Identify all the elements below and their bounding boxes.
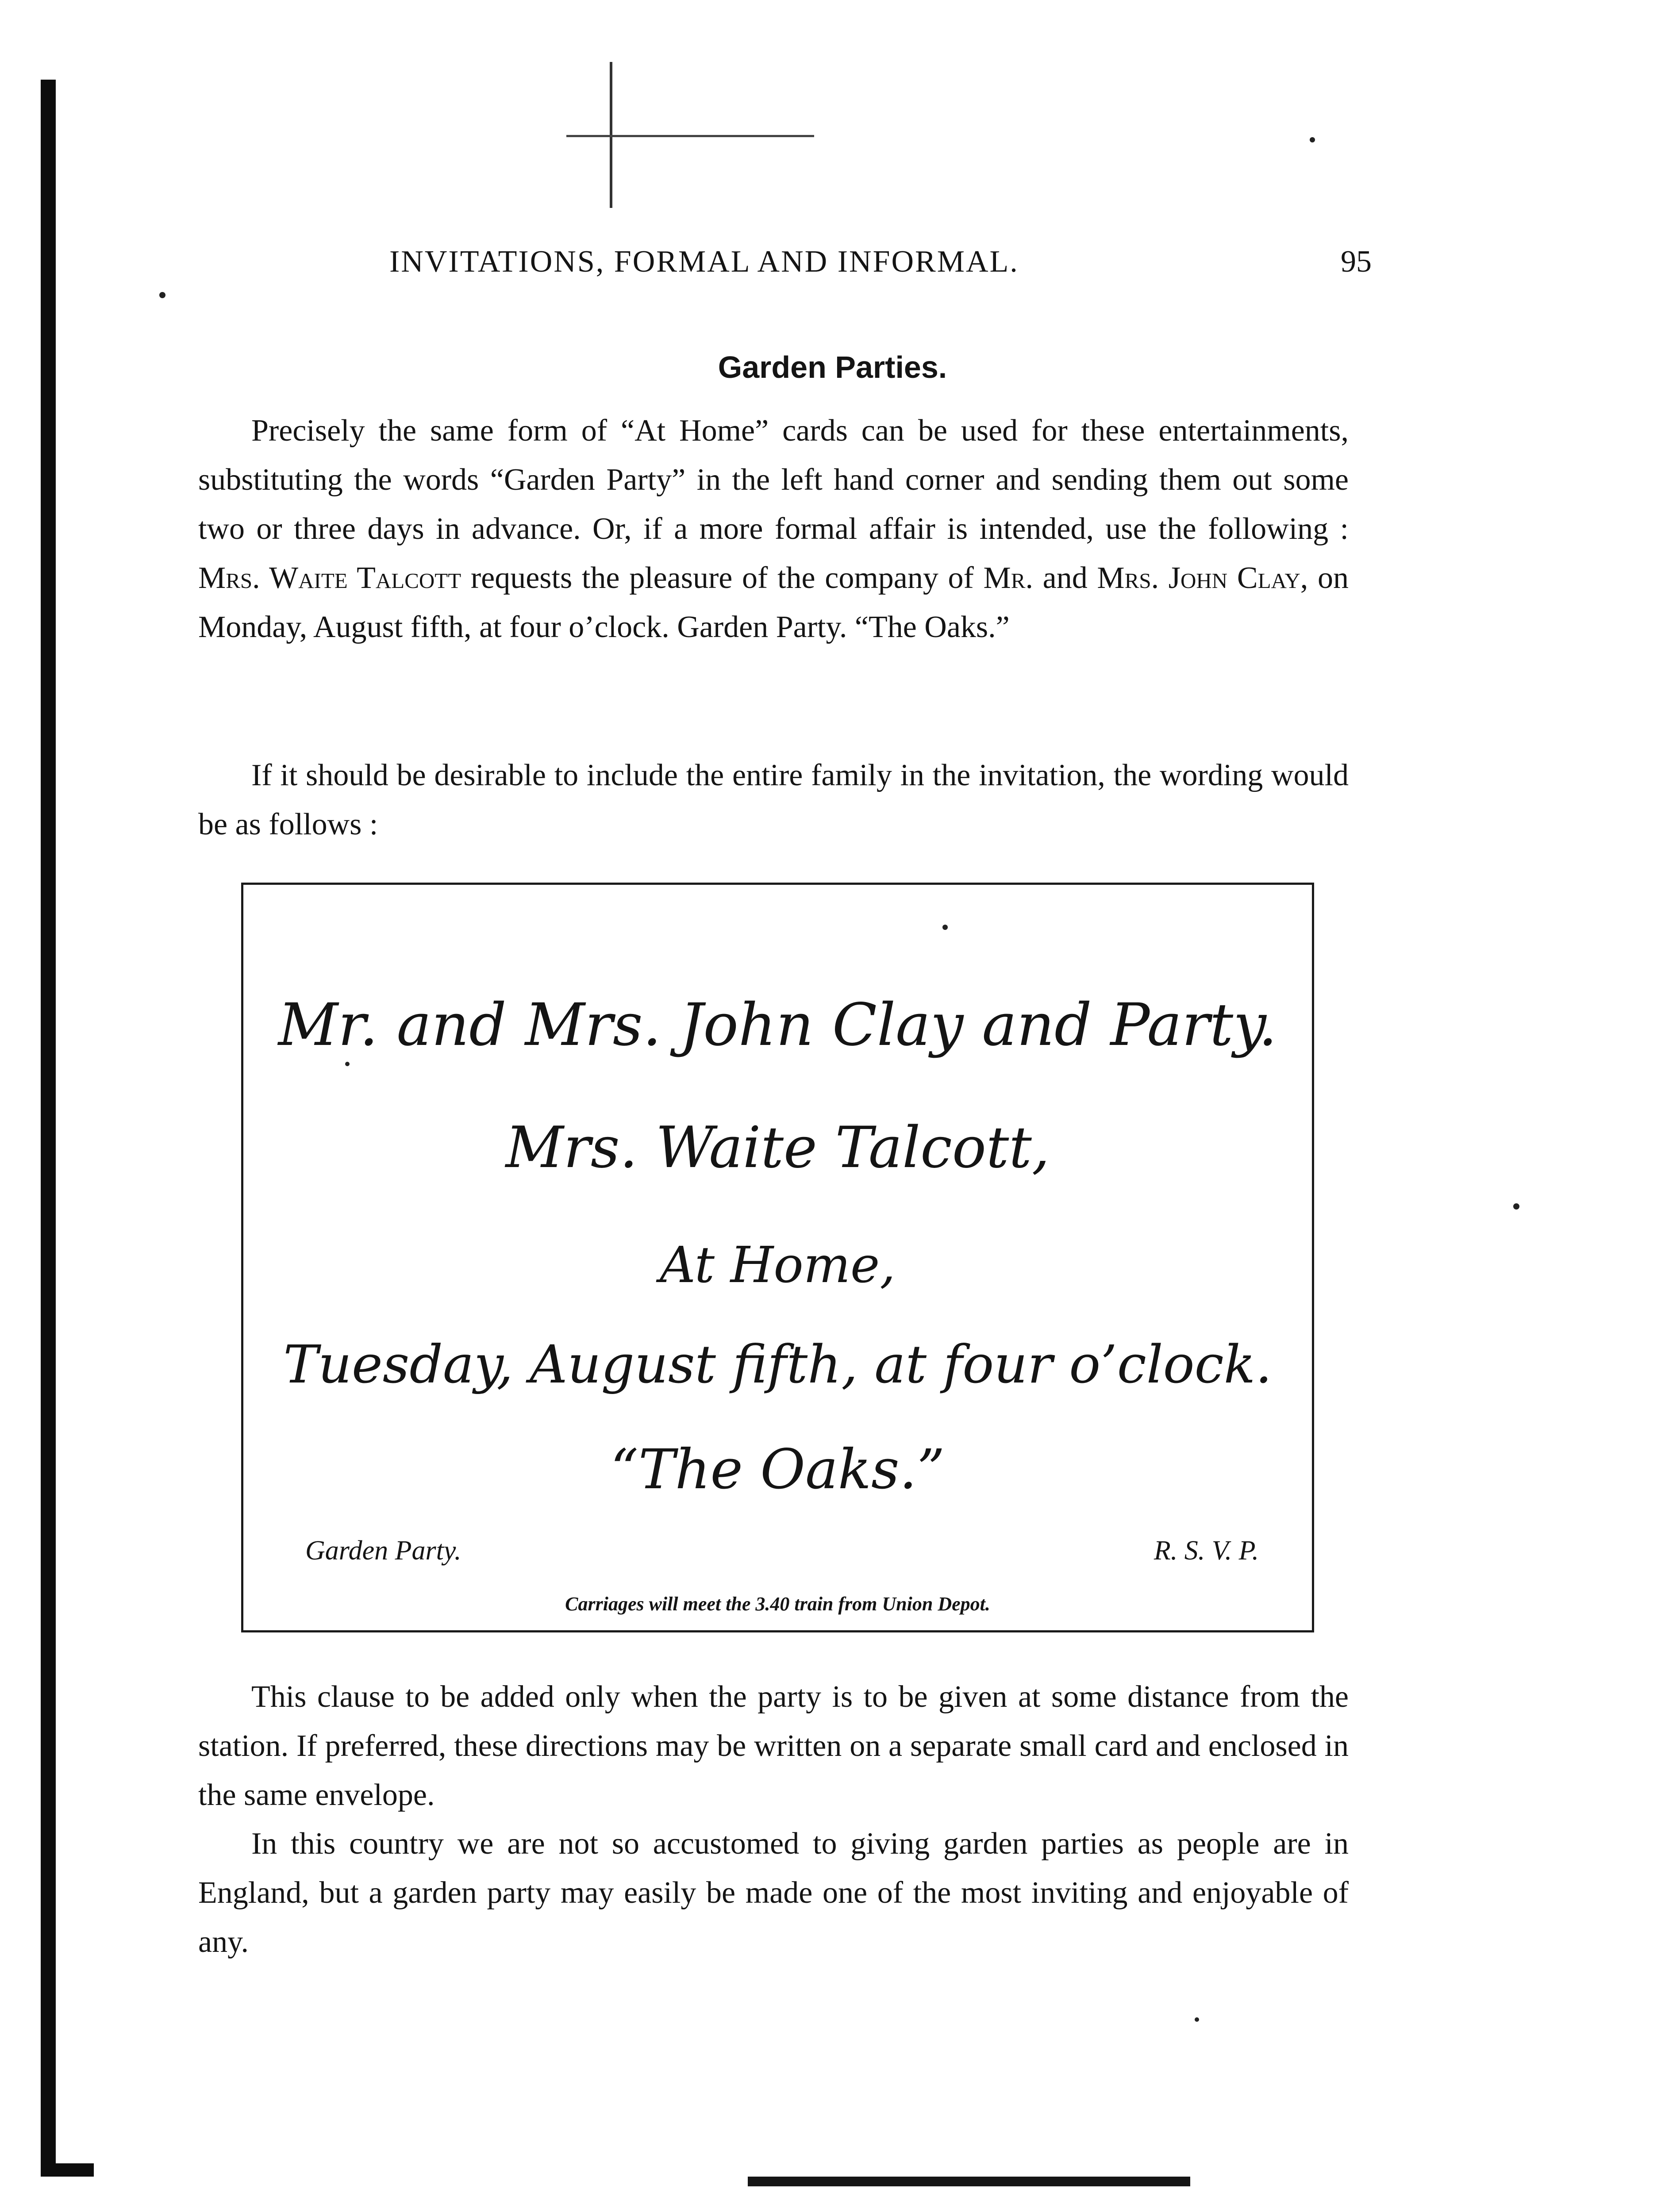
card-at-home: At Home,	[660, 1237, 896, 1294]
book-spine-foot	[41, 2163, 94, 2177]
card-footnote: Carriages will meet the 3.40 train from Union Depot.	[565, 1593, 990, 1615]
guest-title: Mr.	[983, 561, 1033, 595]
paragraph-intro-text-4: , on Monday, August fifth, at four o’clock. Garden Party. “The Oaks.”	[198, 561, 1349, 644]
card-guest-line: Mr. and Mrs. John Clay and Party.	[278, 991, 1277, 1059]
scan-edge-bar	[748, 2177, 1190, 2186]
paragraph-intro-text-3: and	[1033, 561, 1097, 595]
card-date-line: Tuesday, August fifth, at four o’clock.	[283, 1334, 1272, 1395]
scan-speck	[1310, 137, 1315, 142]
host-name: Mrs. Waite Talcott	[198, 561, 461, 595]
paragraph-intro-text: Precisely the same form of “At Home” cards can be used for these entertainments, substituting the words “Garden Party” in the left hand corner and sending them out some two or three days in advance. Or, if a more formal affair is intended, use the following :	[198, 414, 1349, 546]
running-header-title: INVITATIONS, FORMAL AND INFORMAL.	[389, 245, 1019, 279]
scan-speck	[159, 292, 165, 298]
paragraph-closing: In this country we are not so accustomed to giving garden parties as people are in England, but a garden party may easily be made one of the most inviting and enjoyable of any.	[198, 1827, 1349, 1959]
invitation-card	[241, 883, 1314, 1632]
card-right-corner: R. S. V. P.	[1154, 1536, 1259, 1566]
section-heading: Garden Parties.	[718, 350, 947, 384]
registration-mark-horizontal	[566, 135, 814, 137]
scan-speck	[1513, 1203, 1519, 1210]
card-left-corner: Garden Party.	[305, 1536, 461, 1566]
page-number: 95	[1341, 245, 1372, 279]
book-spine-shadow	[41, 80, 56, 2177]
scan-speck	[1195, 2017, 1199, 2022]
paragraph-family: If it should be desirable to include the entire family in the invitation, the wording would be as follows :	[198, 758, 1349, 841]
guest-name: Mrs. John Clay	[1097, 561, 1300, 595]
paragraph-clause: This clause to be added only when the party is to be given at some distance from the station. If preferred, these directions may be written on a separate small card and enclosed in the same envelope.	[198, 1680, 1349, 1812]
paragraph-intro-text-2: requests the pleasure of the company of	[461, 561, 984, 595]
paragraph-intro	[198, 406, 1349, 652]
card-place: “The Oaks.”	[610, 1438, 945, 1502]
card-host-line: Mrs. Waite Talcott,	[505, 1115, 1050, 1181]
